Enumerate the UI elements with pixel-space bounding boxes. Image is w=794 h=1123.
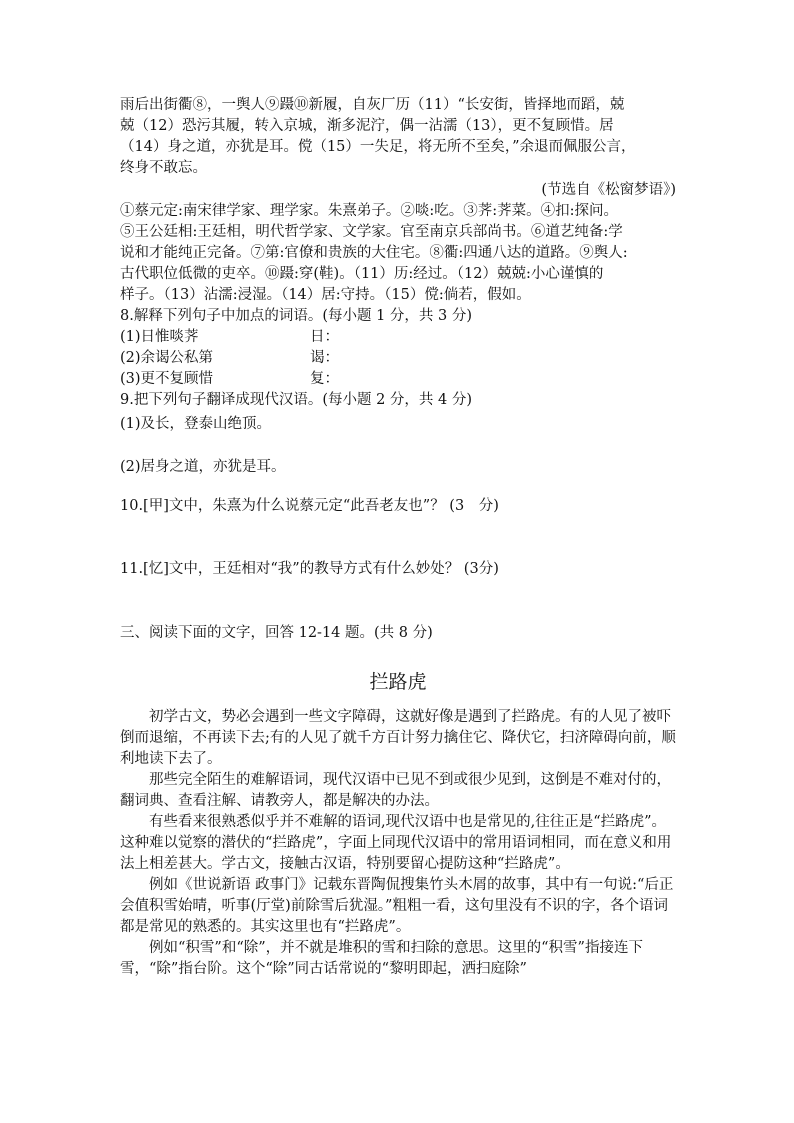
question-8-title: 8.解释下列句子中加点的词语。(每小题 1 分，共 3 分) [120,308,473,324]
article-body [120,707,676,980]
note-line: ①蔡元定:南宋律学家、理学家。朱熹弟子。②啖:吃。③荠:荠菜。④扣:探问。 [120,203,619,219]
article-paragraph: 例如“积雪”和“除”，并不就是堆积的雪和扫除的意思。这里的“积雪”指接连下雪，“除”指台阶。这个“除”同古话常说的“黎明即起，洒扫庭除” [120,940,643,977]
answer-blank: 谒： [310,350,339,366]
question-8 [120,306,676,390]
question-8-item [120,369,676,390]
article-paragraph: 有些看来很熟悉似乎并不难解的语词,现代汉语中也是常见的,往往正是“拦路虎”。这种难以觉察的潜伏的“拦路虎”，字面上同现代汉语中的常用语词相同，而在意义和用法上相差甚大。学古文，接触古汉语，特别要留心提防这种“拦路虎”。 [120,814,672,872]
question-9 [120,390,676,478]
annotation-notes [120,201,676,306]
question-9-item: (2)居身之道，亦犹是耳。 [120,459,286,475]
question-text: (2)余谒公私第 [120,350,214,366]
note-line: 样子。（13）沾濡:浸湿。（14）居:守持。（15）傥:倘若，假如。 [120,287,531,303]
article-paragraph: 初学古文，势必会遇到一些文字障碍，这就好像是遇到了拦路虎。有的人见了被吓倒而退缩，不再读下去;有的人见了就千方百计努力擒住它、降伏它，扫济障碍向前，顺利地读下去了。 [120,709,676,767]
passage-line: 终身不敢忘。 [120,160,207,176]
question-8-item [120,327,676,348]
answer-blank: 复： [310,371,339,387]
note-line: 古代职位低微的吏卒。⑩蹑:穿(鞋)。（11）历:经过。（12）兢兢:小心谨慎的 [120,266,604,282]
classical-passage [120,95,676,179]
passage-line: 兢（12）恐污其履，转入京城，渐多泥泞，偶一沾濡（13），更不复顾惜。居 [120,118,614,134]
question-10: 10.[甲]文中，朱熹为什么说蔡元定“此吾老友也”？ (3 分) [120,498,499,514]
question-8-item [120,348,676,369]
question-text: (1)日惟啖荠 [120,329,199,345]
note-line: ⑤王公廷相:王廷相，明代哲学家、文学家。官至南京兵部尚书。⑥道艺纯备:学 [120,224,623,240]
note-line: 说和才能纯正完备。⑦第:官僚和贵族的大住宅。⑧衢:四通八达的道路。⑨舆人: [120,245,628,261]
question-11: 11.[忆]文中，王廷相对“我”的教导方式有什么妙处？ (3分) [120,561,499,577]
answer-blank: 日： [310,329,339,345]
passage-line: （14）身之道，亦犹是耳。傥（15）一失足，将无所不至矣，”余退而佩服公言， [120,139,636,155]
question-9-item: (1)及长，登泰山绝顶。 [120,416,272,432]
question-text: (3)更不复顾惜 [120,371,214,387]
section-3-heading: 三、阅读下面的文字，回答 12-14 题。(共 8 分) [120,625,433,641]
document-content [120,95,676,980]
article-title: 拦路虎 [369,671,427,693]
question-9-title: 9.把下列句子翻译成现代汉语。(每小题 2 分，共 4 分) [120,392,473,408]
passage-line: 雨后出街衢⑧，一舆人⑨蹑⑩新履，自灰厂历（11）“长安街，皆择地而蹈，兢 [120,97,625,113]
article-paragraph: 例如《世说新语 政事门》记载东晋陶侃搜集竹头木屑的故事，其中有一句说:“后正会值积雪始晴，听事(厅堂)前除雪后犹湿。”粗粗一看，这句里没有不识的字，各个语词都是常见的熟悉的。其实这里也有“拦路虎”。 [120,877,674,935]
article-paragraph: 那些完全陌生的难解语词，现代汉语中已见不到或很少见到，这倒是不难对付的，翻词典、查看注解、请教旁人，都是解决的办法。 [120,772,671,809]
passage-source: (节选自《松窗梦语》) [541,182,676,198]
